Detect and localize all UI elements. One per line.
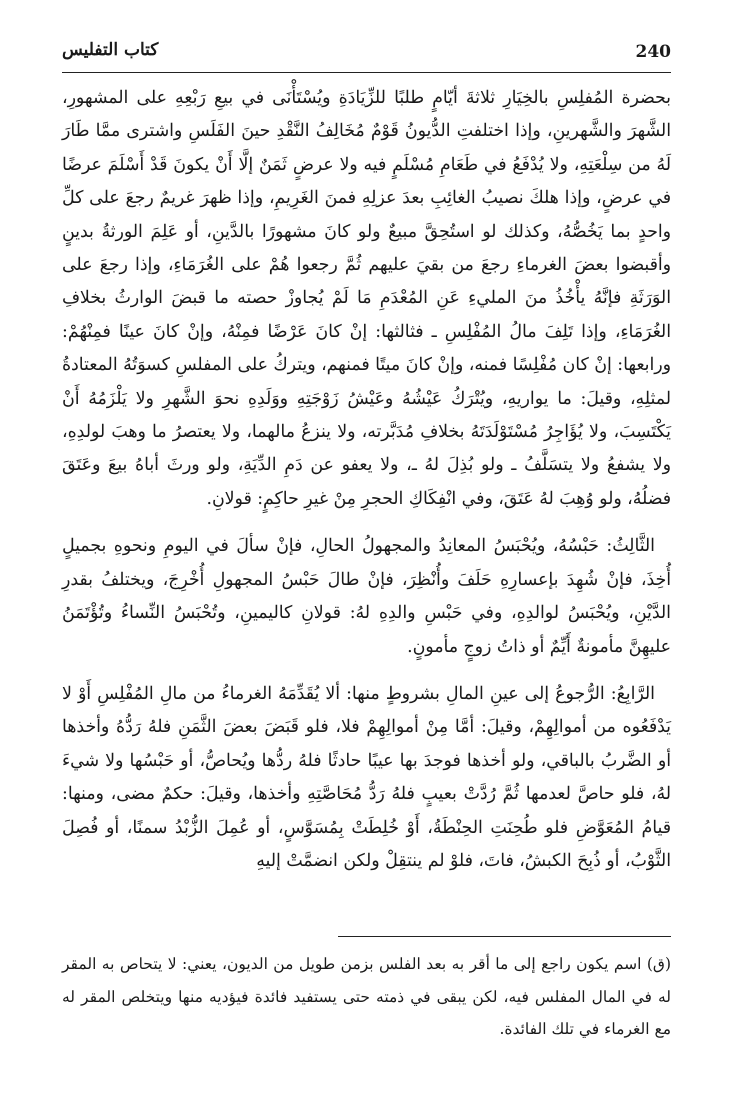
footnote-rule <box>338 936 671 937</box>
paragraph-1: بحضرة المُفلِسِ بالخِيَارِ ثلاثةَ أيّامٍ طلبًا للزِّيَادَةِ ويُسْتَأْنَى في بيعِ رَبْعِهِ على المشهورِ، الشَّهرَ والشَّهرينِ، وإذا اختلفتِ الدُّيونُ قَوْمٌ مُخَالِفُ النَّقْدِ حينَ الفَلَسِ واشترى ممَّا طَارَ لَهُ من سِلْعَتِهِ، ولا يُدْفَعُ في طَعَامِ مُسْلَمٍ فيه ولا عرضٍ ثَمَنٌ إلَّا أَنْ يكونَ قَدْ أَسْلَمَ عرضًا في عرضٍ، وإذا هلكَ نصيبُ الغائِبِ بعدَ عزلِهِ فمنَ الغَرِيمِ، وإذا ظهرَ غريمٌ رجعَ على كلِّ واحدٍ بما يَخُصُّهُ، وكذلك لو استُحِقَّ مبيعٌ ولو كانَ مشهورًا بالدَّينِ، أو عَلِمَ الورثةُ بدينٍ وأقبضوا بعضَ الغرماءِ رجعَ من بقيَ عليهم ثُمَّ رجعوا هُمْ على الغُرَمَاءِ، وإذا رجعَ على الوَرَثَةِ فإنَّهُ يأْخُذُ منَ المليءِ عَنِ المُعْدَمِ مَا لَمْ يُجاوزْ حصته ما قبضَ الوارثُ بخلافِ الغُرَمَاءِ، وإذا تَلِفَ مالُ المُفْلِسِ ـ فثالثها: إنْ كانَ عَرْضًا فمِنْهُ، وإنْ كانَ عينًا فمِنْهُمْ: ورابعها: إنْ كان مُفْلِسًا فمنه، وإنْ كانَ ميتًا فمنهم، ويتركُ على المفلسِ كسوَتُهُ المعتادةُ لمثلِهِ، وقيلَ: ما يواريهِ، ويُتْرَكُ عَيْشُهُ وعَيْشُ زَوْجَتِهِ ووَلَدِهِ نحوَ الشَّهرِ ولا يَلْزَمُهُ أَنْ يَكْتَسِبَ، ولا يُؤَاجِرُ مُسْتَوْلَدَتَهُ بخلافِ مُدَبَّرته، ولا ينزعُ مالهما، ولا يعتصرُ ما وهبَ لولدِهِ، ولا يشفعُ ولا يتسَلَّفُ ـ ولو بُذِلَ لهُ ـ، ولا يعفو عن دَمِ الدِّيَةِ، ولو ورثَ أباهُ بيعَ وعَتَقَ فضلُهُ، ولو وُهِبَ لهُ عَتَقَ، وفي انْفِكَاكِ الحجرِ مِنْ غيرِ حاكِمٍ: قولانِ. <box>62 88 671 509</box>
running-title: كتاب التفليس <box>62 40 159 60</box>
paragraph-2: الثَّالِثُ: حَبْسُهُ، ويُحْبَسُ المعانِدُ والمجهولُ الحالِ، فإنْ سألَ في اليومِ ونحوهِ بجميلٍ أُخِذَ، فإنْ شُهِدَ بإعسارِهِ حَلَفَ وأُنْظِرَ، فإنْ طالَ حَبْسُ المجهولِ أُخْرِجَ، ويختلفُ بقدرِ الدَّيْنِ، ويُحْبَسُ لوالدِهِ، وفي حَبْسِ والدِهِ لهُ: قولانِ كاليمينِ، وتُحْبَسُ النِّساءُ وتُؤْتَمَنُ عليهِنَّ مأمونةٌ أَيِّمٌ أو ذاتُ زوجٍ مأمونٍ. <box>62 536 671 657</box>
footnote <box>62 948 671 1046</box>
page-header <box>62 38 671 70</box>
main-text <box>62 82 671 892</box>
paragraph-3: الرَّابِعُ: الرُّجوعُ إلى عينِ المالِ بشروطٍ منها: ألا يُقَدِّمَهُ الغرماءُ من مالِ المُفْلِسِ أَوْ لا يَدْفَعُوه من أموالِهِمْ، وقيلَ: أمَّا مِنْ أموالِهِمْ فلا، فلو قَبَضَ بعضَ الثَّمَنِ فلهُ رَدُّهُ وأخذها أو الضَّربُ بالباقي، ولو أخذها فوجدَ بها عيبًا حادثًا فلهُ ردُّها ويُحاصُّ، أو حَبْسُها ولا شيءَ لهُ، فلو حاصَّ لعدمها ثُمَّ رُدَّتْ بعيبٍ فلهُ رَدُّ مُحَاصَّتِهِ وأخذها، وقيلَ: حكمٌ مضى، ومنها: قيامُ المُعَوَّضِ فلو طُحِنَتِ الحِنْطَةُ، أَوْ خُلِطَتْ بِمُسَوَّسٍ، أو عُمِلَ الزُّبْدُ سمنًا، أو فُصِلَ الثَّوْبُ، أو ذُبِحَ الكبشُ، فاتَ، فلوْ لم ينتقِلْ ولكن انضمَّتْ إليهِ <box>62 683 671 871</box>
footnote-text: (ق) اسم يكون راجع إلى ما أقر به بعد الفلس بزمن طويل من الديون، يعني: لا يتحاص به المقر له في المال المفلس فيه، لكن يبقى في ذمته حتى يستفيد فائدة فيؤديه منها ويتخلص المقر له مع الغرماء في تلك الفائدة. <box>62 955 671 1038</box>
page-number: 240 <box>635 42 671 62</box>
header-rule <box>62 72 671 73</box>
